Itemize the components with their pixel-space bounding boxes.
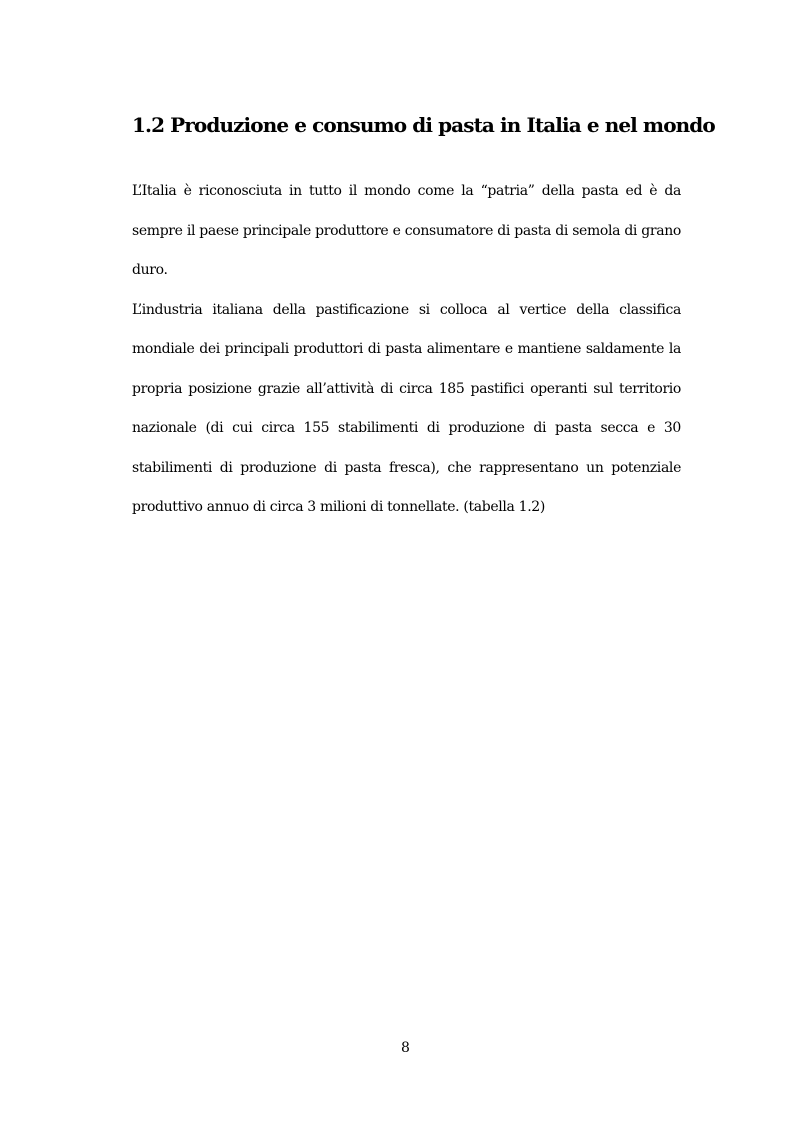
- page-number: 8: [401, 1040, 410, 1056]
- paragraph-industry: L’industria italiana della pastificazione si colloca al vertice della classifica mondiale dei principali produttori di pasta alimentare e mantiene saldamente la propria posizione grazie all’attività di circa 185 pastifici operanti sul territorio nazionale (di cui circa 155 stabilimenti di produzione di pasta secca e 30 stabilimenti di produzione di pasta fresca), che rappresentano un potenziale produttivo annuo di circa 3 milioni di tonnellate. (tabella 1.2): [132, 301, 681, 515]
- body-text: [132, 172, 681, 528]
- section-heading: 1.2 Produzione e consumo di pasta in Italia e nel mondo: [132, 113, 715, 137]
- paragraph-intro: L’Italia è riconosciuta in tutto il mondo come la “patria” della pasta ed è da sempre il paese principale produttore e consumatore di pasta di semola di grano duro.: [132, 183, 681, 278]
